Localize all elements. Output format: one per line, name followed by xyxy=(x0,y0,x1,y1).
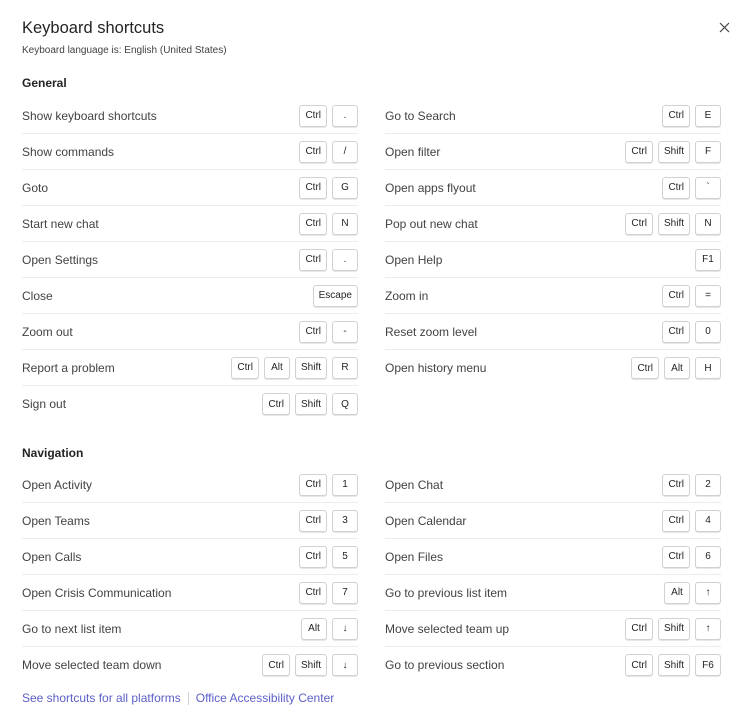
shortcut-label: Report a problem xyxy=(22,360,115,375)
shortcut-row xyxy=(385,170,721,206)
shortcut-keys xyxy=(662,546,721,568)
keycap: Ctrl xyxy=(299,141,327,163)
shortcut-label: Open filter xyxy=(385,144,441,159)
keycap: Ctrl xyxy=(299,321,327,343)
keycap: Ctrl xyxy=(631,357,659,379)
shortcut-label: Reset zoom level xyxy=(385,324,478,339)
keycap: Shift xyxy=(658,654,690,676)
shortcut-keys xyxy=(662,474,721,496)
shortcut-label: Show commands xyxy=(22,144,115,159)
shortcut-row xyxy=(385,278,721,314)
keycap: Alt xyxy=(264,357,290,379)
shortcut-label: Open Files xyxy=(385,549,444,564)
keycap: ` xyxy=(695,177,721,199)
shortcut-row xyxy=(22,242,358,278)
shortcut-keys xyxy=(301,618,358,640)
shortcut-row xyxy=(22,503,358,539)
shortcut-label: Open Crisis Communication xyxy=(22,585,172,600)
shortcut-label: Open Help xyxy=(385,252,443,267)
keycap: Alt xyxy=(664,582,690,604)
shortcut-keys xyxy=(631,357,721,379)
shortcut-label: Open history menu xyxy=(385,361,487,375)
shortcut-row xyxy=(22,611,358,647)
shortcut-label: Goto xyxy=(22,180,49,195)
keycap: E xyxy=(695,105,721,127)
shortcut-keys xyxy=(299,546,358,568)
keycap: . xyxy=(332,249,358,271)
keycap: N xyxy=(332,213,358,235)
shortcut-keys xyxy=(662,510,721,532)
keycap: G xyxy=(332,177,358,199)
navigation-right-column xyxy=(385,467,721,683)
keycap: Shift xyxy=(295,357,327,379)
keycap: H xyxy=(695,357,721,379)
keycap: Alt xyxy=(301,618,327,640)
shortcut-label: Start new chat xyxy=(22,216,99,231)
shortcut-row xyxy=(385,206,721,242)
shortcut-label: Sign out xyxy=(22,397,67,411)
shortcut-keys xyxy=(262,393,358,415)
keycap: = xyxy=(695,285,721,307)
shortcut-label: Go to next list item xyxy=(22,621,122,636)
shortcut-keys xyxy=(313,285,358,307)
shortcut-row xyxy=(385,134,721,170)
keycap: Shift xyxy=(658,213,690,235)
shortcut-row xyxy=(22,206,358,242)
shortcut-row xyxy=(385,350,721,386)
keycap: Ctrl xyxy=(299,546,327,568)
shortcut-keys xyxy=(299,105,358,127)
shortcut-row xyxy=(22,647,358,683)
keycap: Shift xyxy=(658,618,690,640)
shortcut-keys xyxy=(299,474,358,496)
shortcut-keys xyxy=(625,213,721,235)
shortcut-row xyxy=(385,575,721,611)
shortcut-label: Pop out new chat xyxy=(385,216,478,231)
shortcut-row xyxy=(22,314,358,350)
shortcut-label: Open Calls xyxy=(22,549,82,564)
keycap: Ctrl xyxy=(299,249,327,271)
shortcut-keys xyxy=(664,582,721,604)
keycap: 7 xyxy=(332,582,358,604)
shortcut-keys xyxy=(625,618,721,640)
keycap: 6 xyxy=(695,546,721,568)
keycap: Ctrl xyxy=(625,618,653,640)
shortcut-keys xyxy=(662,285,721,307)
keycap: F6 xyxy=(695,654,721,676)
shortcut-label: Close xyxy=(22,288,53,303)
shortcut-keys xyxy=(299,249,358,271)
general-left-column xyxy=(22,98,358,422)
keycap: 5 xyxy=(332,546,358,568)
shortcut-keys xyxy=(662,105,721,127)
keycap: 0 xyxy=(695,321,721,343)
footer-links xyxy=(22,691,334,705)
keycap: Ctrl xyxy=(662,177,690,199)
keycap: N xyxy=(695,213,721,235)
shortcut-keys xyxy=(299,141,358,163)
keycap: Ctrl xyxy=(299,582,327,604)
keycap: Q xyxy=(332,393,358,415)
shortcut-label: Open Activity xyxy=(22,477,93,492)
shortcut-label: Open Calendar xyxy=(385,513,467,528)
shortcut-row xyxy=(22,467,358,503)
keycap: Ctrl xyxy=(662,285,690,307)
shortcut-keys xyxy=(662,177,721,199)
shortcut-row xyxy=(22,278,358,314)
section-title-navigation: Navigation xyxy=(22,446,84,460)
shortcut-row xyxy=(385,647,721,683)
keycap: / xyxy=(332,141,358,163)
keycap: 4 xyxy=(695,510,721,532)
keycap: Shift xyxy=(295,654,327,676)
footer-divider xyxy=(188,692,189,705)
navigation-left-column xyxy=(22,467,358,683)
close-icon xyxy=(719,22,730,33)
keycap: Ctrl xyxy=(262,654,290,676)
keycap: F xyxy=(695,141,721,163)
shortcut-label: Show keyboard shortcuts xyxy=(22,108,157,123)
shortcut-row xyxy=(385,98,721,134)
keycap: Ctrl xyxy=(299,213,327,235)
keycap: . xyxy=(332,105,358,127)
keyboard-language-text: Keyboard language is: English (United States) xyxy=(22,45,227,56)
shortcut-keys xyxy=(299,177,358,199)
shortcut-keys xyxy=(231,357,358,379)
keycap: ↑ xyxy=(695,582,721,604)
shortcut-row xyxy=(385,314,721,350)
shortcut-label: Go to Search xyxy=(385,108,456,123)
shortcut-label: Zoom out xyxy=(22,324,73,339)
shortcut-row xyxy=(22,575,358,611)
keycap: Ctrl xyxy=(625,213,653,235)
keycap: Ctrl xyxy=(231,357,259,379)
keycap: 3 xyxy=(332,510,358,532)
shortcut-keys xyxy=(299,510,358,532)
keycap: R xyxy=(332,357,358,379)
general-right-column xyxy=(385,98,721,386)
shortcut-row xyxy=(385,611,721,647)
shortcut-row xyxy=(22,386,358,422)
keycap: Ctrl xyxy=(662,510,690,532)
shortcut-keys xyxy=(299,213,358,235)
shortcut-label: Open Settings xyxy=(22,252,99,267)
keycap: F1 xyxy=(695,249,721,271)
office-accessibility-center-link[interactable]: Office Accessibility Center xyxy=(195,691,335,705)
keycap: ↓ xyxy=(332,654,358,676)
shortcut-keys xyxy=(662,321,721,343)
shortcut-label: Open apps flyout xyxy=(385,180,476,195)
keycap: Ctrl xyxy=(299,177,327,199)
shortcut-row xyxy=(385,467,721,503)
keycap: Ctrl xyxy=(662,546,690,568)
shortcut-row xyxy=(385,503,721,539)
shortcut-label: Move selected team down xyxy=(22,658,162,672)
shortcut-row xyxy=(22,98,358,134)
shortcut-keys xyxy=(299,582,358,604)
section-title-general: General xyxy=(22,76,67,90)
shortcut-row xyxy=(385,539,721,575)
keycap: Ctrl xyxy=(625,141,653,163)
keycap: 1 xyxy=(332,474,358,496)
shortcut-row xyxy=(22,350,358,386)
shortcut-label: Go to previous section xyxy=(385,658,505,672)
keycap: Ctrl xyxy=(662,474,690,496)
shortcut-label: Go to previous list item xyxy=(385,585,508,600)
keycap: Shift xyxy=(295,393,327,415)
shortcut-label: Open Teams xyxy=(22,513,90,528)
keycap: - xyxy=(332,321,358,343)
shortcut-label: Open Chat xyxy=(385,477,444,492)
shortcut-row xyxy=(22,134,358,170)
keycap: Ctrl xyxy=(262,393,290,415)
shortcut-keys xyxy=(625,141,721,163)
shortcut-keys xyxy=(695,249,721,271)
keycap: ↑ xyxy=(695,618,721,640)
keycap: 2 xyxy=(695,474,721,496)
keycap: ↓ xyxy=(332,618,358,640)
shortcut-keys xyxy=(299,321,358,343)
keycap: Shift xyxy=(658,141,690,163)
shortcut-label: Zoom in xyxy=(385,288,429,303)
dialog-title: Keyboard shortcuts xyxy=(22,19,165,37)
keycap: Ctrl xyxy=(662,321,690,343)
shortcut-row xyxy=(22,170,358,206)
keycap: Escape xyxy=(313,285,358,307)
keycap: Alt xyxy=(664,357,690,379)
keycap: Ctrl xyxy=(662,105,690,127)
shortcut-keys xyxy=(625,654,721,676)
keycap: Ctrl xyxy=(299,105,327,127)
close-button[interactable] xyxy=(714,17,734,37)
shortcut-label: Move selected team up xyxy=(385,621,510,636)
shortcut-row xyxy=(385,242,721,278)
keycap: Ctrl xyxy=(299,474,327,496)
keycap: Ctrl xyxy=(299,510,327,532)
shortcut-keys xyxy=(262,654,358,676)
shortcut-row xyxy=(22,539,358,575)
keycap: Ctrl xyxy=(625,654,653,676)
see-all-platforms-link[interactable]: See shortcuts for all platforms xyxy=(22,691,181,705)
